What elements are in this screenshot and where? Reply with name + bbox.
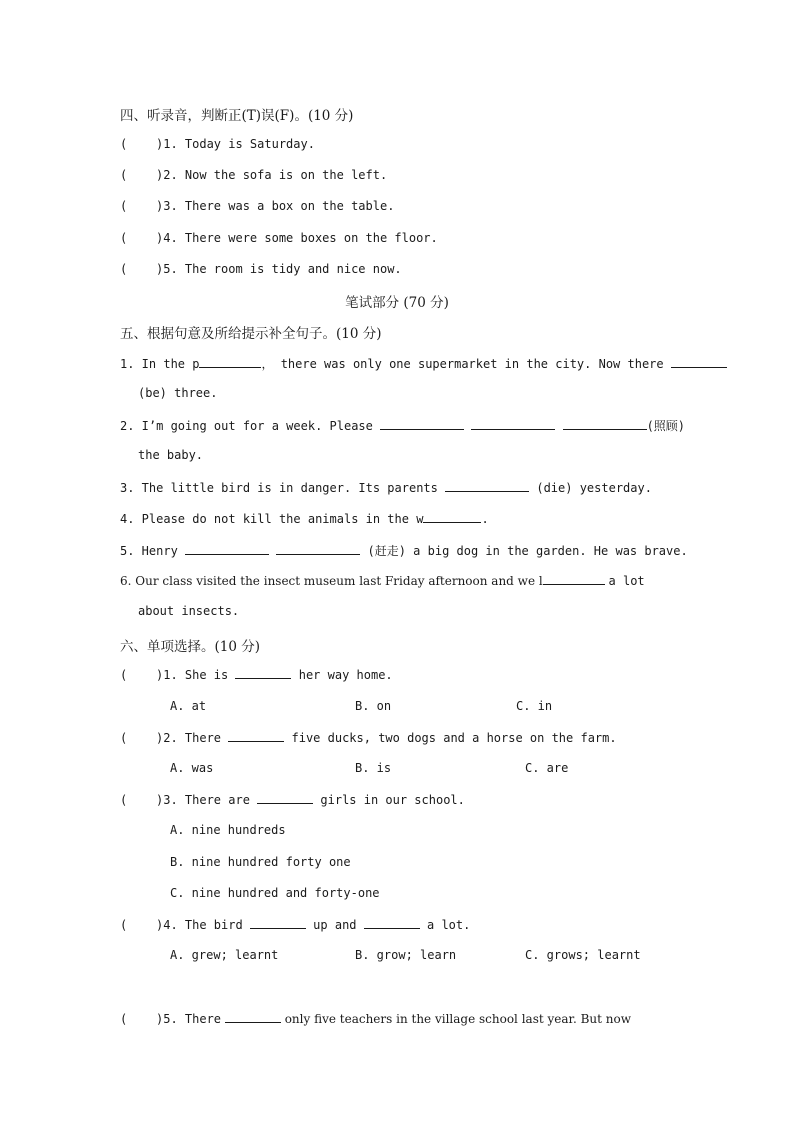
q-text: up and (313, 918, 357, 932)
option-c[interactable]: C. nine hundred and forty-one (170, 886, 380, 900)
option-c[interactable]: C. grows; learnt (525, 948, 641, 962)
q-text: )5. There (156, 1012, 222, 1026)
q-text: a lot (608, 574, 645, 588)
section4-item-1 (120, 137, 315, 151)
section6-q4 (120, 917, 470, 932)
section4-item-2 (120, 168, 387, 182)
section4-item-5 (120, 262, 402, 276)
q-text: girls in our school. (320, 793, 465, 807)
section6-q1 (120, 667, 393, 682)
section4-item-4 (120, 231, 438, 245)
section5-q6-cont: about insects. (138, 604, 240, 618)
q-text: )1. She is (156, 668, 229, 682)
answer-paren[interactable]: ( (120, 137, 128, 151)
written-part-heading: 笔试部分 (70 分) (345, 295, 449, 311)
fill-blank[interactable] (563, 418, 647, 430)
section5-q1 (120, 355, 727, 372)
option-c[interactable]: C. are (525, 761, 569, 775)
fill-blank[interactable] (364, 917, 420, 929)
section4-title: 四、听录音，判断正(T)误(F)。(10 分) (120, 108, 354, 124)
q-text: . (481, 512, 489, 526)
option-a[interactable]: A. grew; learnt (170, 948, 279, 962)
fill-blank[interactable] (380, 418, 464, 430)
item-text: )3. There was a box on the table. (156, 199, 395, 213)
q-text: 3. The little bird is in danger. Its parents (120, 481, 438, 495)
section5-q4 (120, 511, 489, 526)
q-text: 5. Henry (120, 544, 178, 558)
section5-title: 五、根据句意及所给提示补全句子。(10 分) (120, 326, 382, 342)
section5-q3 (120, 480, 652, 495)
q-text: )3. There are (156, 793, 250, 807)
fill-blank[interactable] (250, 917, 306, 929)
q-text: (赶走) a big dog in the garden. He was brave. (367, 544, 688, 558)
fill-blank[interactable] (543, 573, 605, 585)
q-text: )2. There (156, 731, 222, 745)
item-text: )2. Now the sofa is on the left. (156, 168, 388, 182)
section6-q5 (120, 1011, 631, 1026)
item-text: )4. There were some boxes on the floor. (156, 231, 438, 245)
option-c[interactable]: C. in (516, 699, 553, 713)
option-b[interactable]: B. on (355, 699, 392, 713)
fill-blank[interactable] (228, 730, 284, 742)
answer-paren[interactable]: ( (120, 199, 128, 213)
answer-paren[interactable]: ( (120, 262, 128, 276)
q-text: 1. In the p (120, 357, 200, 371)
section5-q1-cont: (be) three. (138, 386, 218, 400)
fill-blank[interactable] (276, 543, 360, 555)
answer-paren[interactable]: ( (120, 168, 128, 182)
q-text: 2. I’m going out for a week. Please (120, 419, 373, 433)
q-text: only five teachers in the village school last year. But now (284, 1012, 631, 1026)
fill-blank[interactable] (235, 667, 291, 679)
section5-q2-cont: the baby. (138, 448, 204, 462)
answer-paren[interactable]: ( (120, 231, 128, 245)
item-text: )5. The room is tidy and nice now. (156, 262, 402, 276)
section6-q3 (120, 792, 465, 807)
answer-paren[interactable]: ( (120, 1012, 128, 1026)
fill-blank[interactable] (671, 356, 727, 368)
answer-paren[interactable]: ( (120, 918, 128, 932)
option-b[interactable]: B. is (355, 761, 392, 775)
q-text: ， there was only one supermarket in the city. Now there (261, 357, 664, 371)
section4-item-3 (120, 199, 394, 213)
q-text: her way home. (298, 668, 393, 682)
section6-title: 六、单项选择。(10 分) (120, 639, 261, 655)
q-hint: (照顾) (646, 419, 686, 433)
answer-paren[interactable]: ( (120, 668, 128, 682)
fill-blank[interactable] (185, 543, 269, 555)
q-text: 6. Our class visited the insect museum last Friday afternoon and we l (120, 574, 543, 588)
q-text: a lot. (427, 918, 471, 932)
section5-q2 (120, 417, 685, 434)
answer-paren[interactable]: ( (120, 731, 128, 745)
q-text: 4. Please do not kill the animals in the w (120, 512, 424, 526)
q-text: (die) yesterday. (536, 481, 652, 495)
fill-blank[interactable] (423, 511, 481, 523)
q-text: )4. The bird (156, 918, 243, 932)
fill-blank[interactable] (471, 418, 555, 430)
q-text: five ducks, two dogs and a horse on the farm. (291, 731, 617, 745)
section5-q5 (120, 542, 688, 559)
fill-blank[interactable] (445, 480, 529, 492)
section5-q6 (120, 573, 645, 588)
option-a[interactable]: A. at (170, 699, 207, 713)
fill-blank[interactable] (225, 1011, 281, 1023)
fill-blank[interactable] (199, 356, 261, 368)
answer-paren[interactable]: ( (120, 793, 128, 807)
option-b[interactable]: B. grow; learn (355, 948, 457, 962)
option-a[interactable]: A. nine hundreds (170, 823, 286, 837)
option-b[interactable]: B. nine hundred forty one (170, 855, 351, 869)
option-a[interactable]: A. was (170, 761, 214, 775)
fill-blank[interactable] (257, 792, 313, 804)
section6-q2 (120, 730, 617, 745)
item-text: )1. Today is Saturday. (156, 137, 315, 151)
